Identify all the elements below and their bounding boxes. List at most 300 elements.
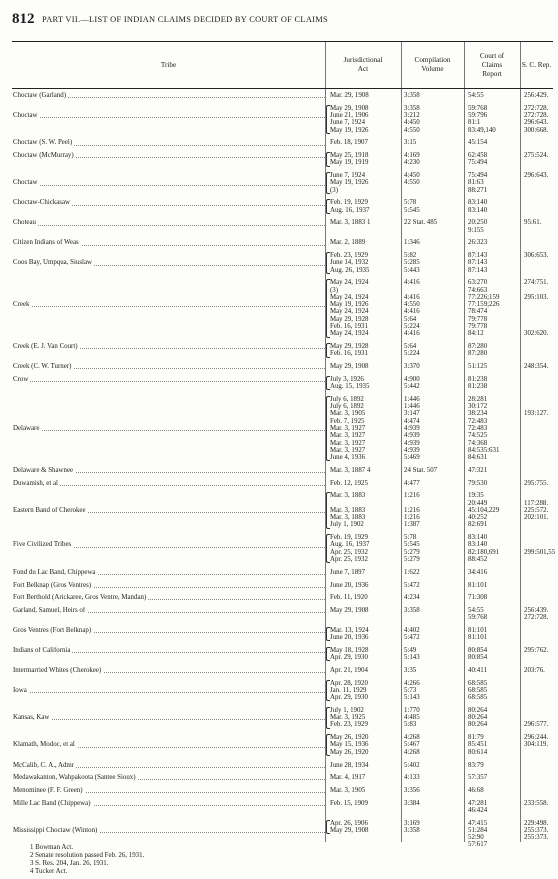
- cell-line: 295:762.: [524, 646, 549, 654]
- cell-line: 84:631: [468, 454, 488, 462]
- table-row: [12, 396, 553, 462]
- cell-line: 83:140: [468, 199, 488, 207]
- cell-line: 5:545: [404, 541, 420, 549]
- cell-line: Mar. 3, 1927: [330, 439, 366, 447]
- jurisdictional-act-cell: [330, 647, 398, 662]
- court-report-cell: [468, 627, 520, 642]
- cell-line: 20:250: [468, 219, 488, 227]
- tribe-cell: [13, 363, 325, 370]
- cell-line: June 7, 1897: [330, 568, 366, 576]
- compilation-volume-cell: [404, 787, 463, 794]
- table-row: [12, 594, 553, 601]
- cell-line: [404, 287, 463, 294]
- cell-line: [524, 714, 558, 721]
- compilation-volume-cell: [404, 343, 463, 358]
- compilation-volume-cell: [404, 627, 463, 642]
- compilation-volume-cell: [404, 105, 463, 134]
- cell-line: 203:76.: [524, 666, 545, 674]
- dot-leader: [13, 719, 325, 720]
- cell-line: 79:778: [468, 315, 488, 323]
- tribe-cell: [13, 541, 325, 548]
- tribe-cell: [13, 239, 325, 246]
- compilation-volume-cell: [404, 172, 463, 187]
- cell-line: 3:169: [404, 819, 420, 827]
- cell-line: Apr. 25, 1932: [330, 556, 368, 564]
- cell-line: 62:458: [468, 152, 488, 159]
- cell-line: 5:279: [404, 548, 420, 556]
- cell-line: 295:755.: [524, 479, 549, 487]
- cell-line: 3:358: [404, 606, 420, 614]
- cell-line: [524, 556, 558, 563]
- cell-line: 79:778: [468, 323, 488, 331]
- cell-line: July 1, 1902: [330, 706, 364, 714]
- dot-leader: [13, 117, 325, 118]
- cell-line: [524, 287, 558, 294]
- cell-line: 74:368: [468, 439, 488, 447]
- compilation-volume-cell: [404, 774, 463, 781]
- cell-line: June 21, 1906: [330, 111, 369, 119]
- cell-line: 3:358: [404, 104, 420, 112]
- cell-line: 5:224: [404, 350, 420, 358]
- tribe-name: Choctaw: [13, 111, 38, 119]
- compilation-volume-cell: [404, 762, 463, 769]
- sc-report-cell: [524, 152, 558, 159]
- cell-line: 80:614: [468, 748, 488, 756]
- cell-line: 87:143: [468, 259, 488, 267]
- compilation-volume-cell: [404, 492, 463, 528]
- jurisdictional-act-cell: [330, 774, 398, 781]
- table-row: [12, 800, 553, 815]
- dot-leader: [13, 430, 325, 431]
- court-report-cell: [468, 647, 520, 662]
- cell-line: 4:550: [404, 126, 420, 134]
- compilation-volume-cell: [404, 199, 463, 214]
- cell-line: 5:467: [404, 741, 420, 749]
- cell-line: May 18, 1928: [330, 646, 369, 654]
- cell-line: 45:154: [468, 139, 488, 147]
- cell-line: Feb. 23, 1929: [330, 252, 368, 259]
- cell-line: Apr. 28, 1920: [330, 679, 368, 687]
- cell-line: 52:90: [468, 834, 484, 842]
- cell-line: 1:446: [404, 403, 420, 411]
- cell-line: Feb. 16, 1931: [330, 323, 368, 331]
- cell-line: 24 Stat. 507: [404, 466, 438, 474]
- compilation-volume-cell: [404, 680, 463, 702]
- court-report-cell: [468, 707, 520, 729]
- compilation-volume-cell: [404, 92, 463, 99]
- jurisdictional-act-cell: [330, 607, 398, 614]
- cell-line: 5:472: [404, 634, 420, 642]
- cell-line: 117:288.: [524, 499, 549, 507]
- court-report-cell: [468, 396, 520, 462]
- brace: [326, 376, 330, 391]
- cell-line: 296:244.: [524, 734, 549, 742]
- cell-line: Mar. 4, 1917: [330, 774, 366, 782]
- tribe-cell: [13, 582, 325, 589]
- tribe-name: Duwamish, et al: [13, 479, 58, 487]
- tribe-cell: [13, 467, 325, 474]
- brace: [326, 627, 330, 642]
- tribe-cell: [13, 741, 325, 748]
- tribe-name: Creek (E. J. Van Court): [13, 343, 78, 351]
- court-report-cell: [468, 199, 520, 214]
- table-row: [12, 607, 553, 622]
- cell-line: Mar. 3, 1927: [330, 424, 366, 432]
- cell-line: 5:78: [404, 534, 417, 542]
- cell-line: 4:133: [404, 774, 420, 782]
- table-row: [12, 480, 553, 487]
- dot-leader: [13, 692, 325, 693]
- cell-line: Apr. 25, 1932: [330, 548, 368, 556]
- cell-line: 81:1: [468, 119, 481, 127]
- cell-line: 71:308: [468, 594, 488, 602]
- court-report-cell: [468, 376, 520, 391]
- cell-line: 1:346: [404, 239, 420, 247]
- court-report-cell: [468, 667, 520, 674]
- table-row: [12, 667, 553, 674]
- column-header-sc-rep: S. C. Rep.: [521, 60, 552, 69]
- compilation-volume-cell: [404, 252, 463, 274]
- cell-line: 83:140: [468, 206, 488, 214]
- cell-line: 82:180,691: [468, 548, 500, 556]
- compilation-volume-cell: [404, 376, 463, 391]
- table-row: [12, 152, 553, 167]
- cell-line: 229:498.: [524, 819, 549, 827]
- cell-line: [524, 301, 558, 308]
- compilation-volume-cell: [404, 647, 463, 662]
- brace: [326, 396, 330, 462]
- court-report-cell: [468, 467, 520, 474]
- jurisdictional-act-cell: [330, 279, 398, 337]
- jurisdictional-act-cell: [330, 734, 398, 756]
- sc-report-cell: [524, 534, 558, 563]
- cell-line: 4:416: [404, 308, 420, 316]
- cell-line: May 26, 1920: [330, 734, 369, 742]
- cell-line: Apr. 26, 1906: [330, 819, 368, 827]
- cell-line: 80:264: [468, 721, 488, 729]
- table-row: [12, 762, 553, 769]
- cell-line: 87:143: [468, 252, 488, 259]
- tribe-cell: [13, 827, 325, 834]
- cell-line: 5:279: [404, 556, 420, 564]
- running-title: PART VII.—LIST OF INDIAN CLAIMS DECIDED BY COURT OF CLAIMS: [42, 15, 328, 24]
- cell-line: 4:485: [404, 714, 420, 722]
- cell-line: 68:585: [468, 686, 488, 694]
- tribe-cell: [13, 667, 325, 674]
- cell-line: 81:63: [468, 179, 484, 187]
- cell-line: [404, 500, 463, 507]
- tribe-name: Medawakanton, Wahpakoota (Santee Sioux): [13, 774, 136, 782]
- cell-line: May 29, 1928: [330, 315, 369, 323]
- table-row: [12, 774, 553, 781]
- court-report-cell: [468, 820, 520, 849]
- cell-line: Mar. 3, 1927: [330, 432, 366, 440]
- tribe-name: Fond du Lac Band, Chippewa: [13, 568, 96, 576]
- compilation-volume-cell: [404, 480, 463, 487]
- court-report-cell: [468, 279, 520, 337]
- compilation-volume-cell: [404, 239, 463, 246]
- cell-line: 72:483: [468, 417, 488, 425]
- cell-line: 80:854: [468, 654, 488, 662]
- page-header: [12, 11, 552, 28]
- cell-line: 255:373.: [524, 826, 549, 834]
- cell-line: 3:35: [404, 666, 417, 674]
- compilation-volume-cell: [404, 152, 463, 167]
- cell-line: Mar. 2, 1889: [330, 239, 366, 247]
- court-report-cell: [468, 152, 520, 167]
- cell-line: 40:411: [468, 666, 487, 674]
- cell-line: 299:501,55: [524, 548, 556, 556]
- tribe-cell: [13, 800, 325, 807]
- cell-line: 83:140: [468, 534, 488, 542]
- tribe-name: Five Civilized Tribes: [13, 541, 72, 549]
- court-report-cell: [468, 92, 520, 99]
- brace: [326, 252, 330, 274]
- cell-line: 5:224: [404, 323, 420, 331]
- sc-report-cell: [524, 219, 558, 226]
- cell-line: May 19, 1919: [330, 159, 369, 167]
- cell-line: 85:451: [468, 741, 488, 749]
- cell-line: 3:356: [404, 786, 420, 794]
- cell-line: 5:402: [404, 761, 420, 769]
- cell-line: 4:450: [404, 172, 420, 179]
- tribe-cell: [13, 343, 325, 350]
- header-rule: [12, 88, 553, 89]
- cell-line: Feb. 11, 1920: [330, 594, 368, 602]
- column-header-tribe: Tribe: [160, 60, 177, 69]
- cell-line: 256:439.: [524, 606, 549, 614]
- brace: [326, 279, 330, 337]
- tribe-cell: [13, 569, 325, 576]
- cell-line: 26:323: [468, 239, 488, 247]
- court-report-cell: [468, 239, 520, 246]
- sc-report-cell: [524, 172, 558, 179]
- cell-line: [524, 707, 558, 714]
- cell-line: 9:155: [468, 226, 484, 234]
- cell-line: Aug. 16, 1937: [330, 206, 370, 214]
- cell-line: 300:668.: [524, 126, 549, 134]
- compilation-volume-cell: [404, 139, 463, 146]
- cell-line: 81:79: [468, 734, 484, 742]
- cell-line: Mar. 3, 1905: [330, 410, 366, 418]
- cell-line: 80:854: [468, 646, 488, 654]
- cell-line: 80:264: [468, 714, 488, 722]
- sc-report-cell: [524, 480, 558, 487]
- cell-line: 306:653.: [524, 252, 549, 259]
- brace: [326, 820, 330, 835]
- jurisdictional-act-cell: [330, 569, 398, 576]
- cell-line: 1:446: [404, 395, 420, 403]
- tribe-name: McCalib, C. A., Admr: [13, 761, 75, 769]
- tribe-name: Garland, Samuel, Heirs of: [13, 606, 86, 614]
- cell-line: 77:159;226: [468, 301, 500, 309]
- tribe-cell: [13, 179, 325, 186]
- cell-line: 295:103.: [524, 293, 549, 301]
- jurisdictional-act-cell: [330, 396, 398, 462]
- cell-line: Feb. 23, 1929: [330, 721, 368, 729]
- brace: [326, 105, 330, 134]
- court-report-cell: [468, 607, 520, 622]
- cell-line: [524, 454, 558, 461]
- cell-line: 68:585: [468, 679, 488, 687]
- cell-line: 5:472: [404, 581, 420, 589]
- tribe-name: Eastern Band of Cherokee: [13, 506, 86, 514]
- tribe-cell: [13, 714, 325, 721]
- cell-line: May 19, 1926: [330, 301, 369, 309]
- tribe-cell: [13, 787, 325, 794]
- cell-line: 75:494: [468, 159, 488, 167]
- cell-line: May 26, 1920: [330, 748, 369, 756]
- cell-line: [524, 403, 558, 410]
- jurisdictional-act-cell: [330, 582, 398, 589]
- cell-line: 5:442: [404, 383, 420, 391]
- tribe-name: Choteau: [13, 219, 36, 227]
- tribe-cell: [13, 607, 325, 614]
- cell-line: Feb. 12, 1925: [330, 479, 368, 487]
- cell-line: May 15, 1936: [330, 741, 369, 749]
- cell-line: 79:530: [468, 479, 488, 487]
- compilation-volume-cell: [404, 820, 463, 835]
- cell-line: 22 Stat. 485: [404, 219, 438, 227]
- tribe-cell: [13, 647, 325, 654]
- sc-report-cell: [524, 92, 558, 99]
- cell-line: [524, 749, 558, 756]
- cell-line: May 29, 1928: [330, 343, 369, 351]
- cell-line: Apr. 21, 1904: [330, 666, 368, 674]
- cell-line: [524, 432, 558, 439]
- cell-line: 81:238: [468, 375, 488, 383]
- court-report-cell: [468, 343, 520, 358]
- cell-line: 87:280: [468, 350, 488, 358]
- table-row: [12, 92, 553, 99]
- cell-line: 272:728.: [524, 111, 549, 119]
- compilation-volume-cell: [404, 534, 463, 563]
- compilation-volume-cell: [404, 396, 463, 462]
- cell-line: 72:483: [468, 424, 488, 432]
- cell-line: May 25, 1918: [330, 152, 369, 159]
- brace: [326, 199, 330, 214]
- jurisdictional-act-cell: [330, 199, 398, 214]
- cell-line: 3:370: [404, 363, 420, 371]
- brace: [326, 707, 330, 729]
- court-report-cell: [468, 534, 520, 563]
- tribe-cell: [13, 301, 325, 308]
- cell-line: 77:226;159: [468, 293, 500, 301]
- cell-line: Mar. 3, 1925: [330, 714, 366, 722]
- cell-line: 20:449: [468, 499, 488, 507]
- sc-report-cell: [524, 707, 558, 729]
- cell-line: 81:101: [468, 634, 488, 642]
- cell-line: 275:524.: [524, 152, 549, 159]
- cell-line: June 7, 1924: [330, 172, 366, 179]
- cell-line: Mar. 3, 1927: [330, 446, 366, 454]
- cell-line: July 6, 1892: [330, 395, 364, 403]
- cell-line: June 20, 1936: [330, 581, 369, 589]
- cell-line: 59:768: [468, 104, 488, 112]
- compilation-volume-cell: [404, 800, 463, 807]
- cell-line: 51:284: [468, 826, 488, 834]
- cell-line: 47:321: [468, 466, 488, 474]
- column-header-court-of-claims-report: Court of Claims Report: [479, 51, 505, 78]
- cell-line: Jan. 11, 1929: [330, 686, 367, 694]
- cell-line: Aug. 15, 1935: [330, 383, 370, 391]
- sc-report-cell: [524, 800, 558, 807]
- cell-line: May 29, 1908: [330, 826, 369, 834]
- jurisdictional-act-cell: [330, 594, 398, 601]
- cell-line: 5:49: [404, 646, 417, 654]
- cell-line: 302:620.: [524, 330, 549, 338]
- cell-line: Aug. 16, 1937: [330, 541, 370, 549]
- cell-line: 5:143: [404, 654, 420, 662]
- cell-line: 45:104,229: [468, 506, 500, 514]
- jurisdictional-act-cell: [330, 707, 398, 729]
- compilation-volume-cell: [404, 279, 463, 337]
- sc-report-cell: [524, 363, 558, 370]
- tribe-name: Mille Lac Band (Chippewa): [13, 799, 91, 807]
- sc-report-cell: [524, 607, 558, 622]
- table-row: [12, 734, 553, 756]
- table-row: [12, 582, 553, 589]
- court-report-cell: [468, 363, 520, 370]
- court-report-cell: [468, 800, 520, 815]
- tribe-name: Fort Berthold (Arickaree, Gros Ventre, Mandan): [13, 594, 147, 602]
- jurisdictional-act-cell: [330, 680, 398, 702]
- cell-line: 274:751.: [524, 279, 549, 287]
- court-report-cell: [468, 139, 520, 146]
- cell-line: Mar. 13, 1924: [330, 626, 369, 634]
- cell-line: July 3, 1926: [330, 375, 364, 383]
- cell-line: 4:268: [404, 734, 420, 742]
- cell-line: [524, 418, 558, 425]
- tribe-cell: [13, 480, 325, 487]
- cell-line: June 14, 1932: [330, 259, 369, 267]
- page-number: 812: [12, 11, 35, 27]
- cell-line: 4:266: [404, 679, 420, 687]
- brace: [326, 152, 330, 167]
- cell-line: [524, 492, 558, 499]
- court-report-cell: [468, 774, 520, 781]
- cell-line: Feb. 16, 1931: [330, 350, 368, 358]
- cell-line: 3:15: [404, 139, 417, 147]
- cell-line: 95:61.: [524, 219, 542, 227]
- cell-line: 4:939: [404, 424, 420, 432]
- cell-line: 83:49,140: [468, 126, 496, 134]
- cell-line: May 24, 1924: [330, 308, 369, 316]
- cell-line: 74:663: [468, 286, 488, 294]
- cell-line: 5:64: [404, 315, 417, 323]
- cell-line: [524, 316, 558, 323]
- court-report-cell: [468, 787, 520, 794]
- table-row: [12, 647, 553, 662]
- brace: [326, 680, 330, 702]
- cell-line: 233:558.: [524, 799, 549, 807]
- cell-line: May 24, 1924: [330, 293, 369, 301]
- court-report-cell: [468, 172, 520, 194]
- cell-line: 46:424: [468, 806, 488, 814]
- cell-line: 4:939: [404, 439, 420, 447]
- jurisdictional-act-cell: [330, 343, 398, 358]
- jurisdictional-act-cell: [330, 627, 398, 642]
- cell-line: 34:416: [468, 568, 488, 576]
- brace: [326, 172, 330, 194]
- cell-line: 74:525: [468, 432, 488, 440]
- cell-line: 59:796: [468, 111, 488, 119]
- sc-report-cell: [524, 734, 558, 756]
- tribe-name: Kansas, Kaw: [13, 714, 50, 722]
- cell-line: 5:545: [404, 206, 420, 214]
- jurisdictional-act-cell: [330, 480, 398, 487]
- compilation-volume-cell: [404, 607, 463, 614]
